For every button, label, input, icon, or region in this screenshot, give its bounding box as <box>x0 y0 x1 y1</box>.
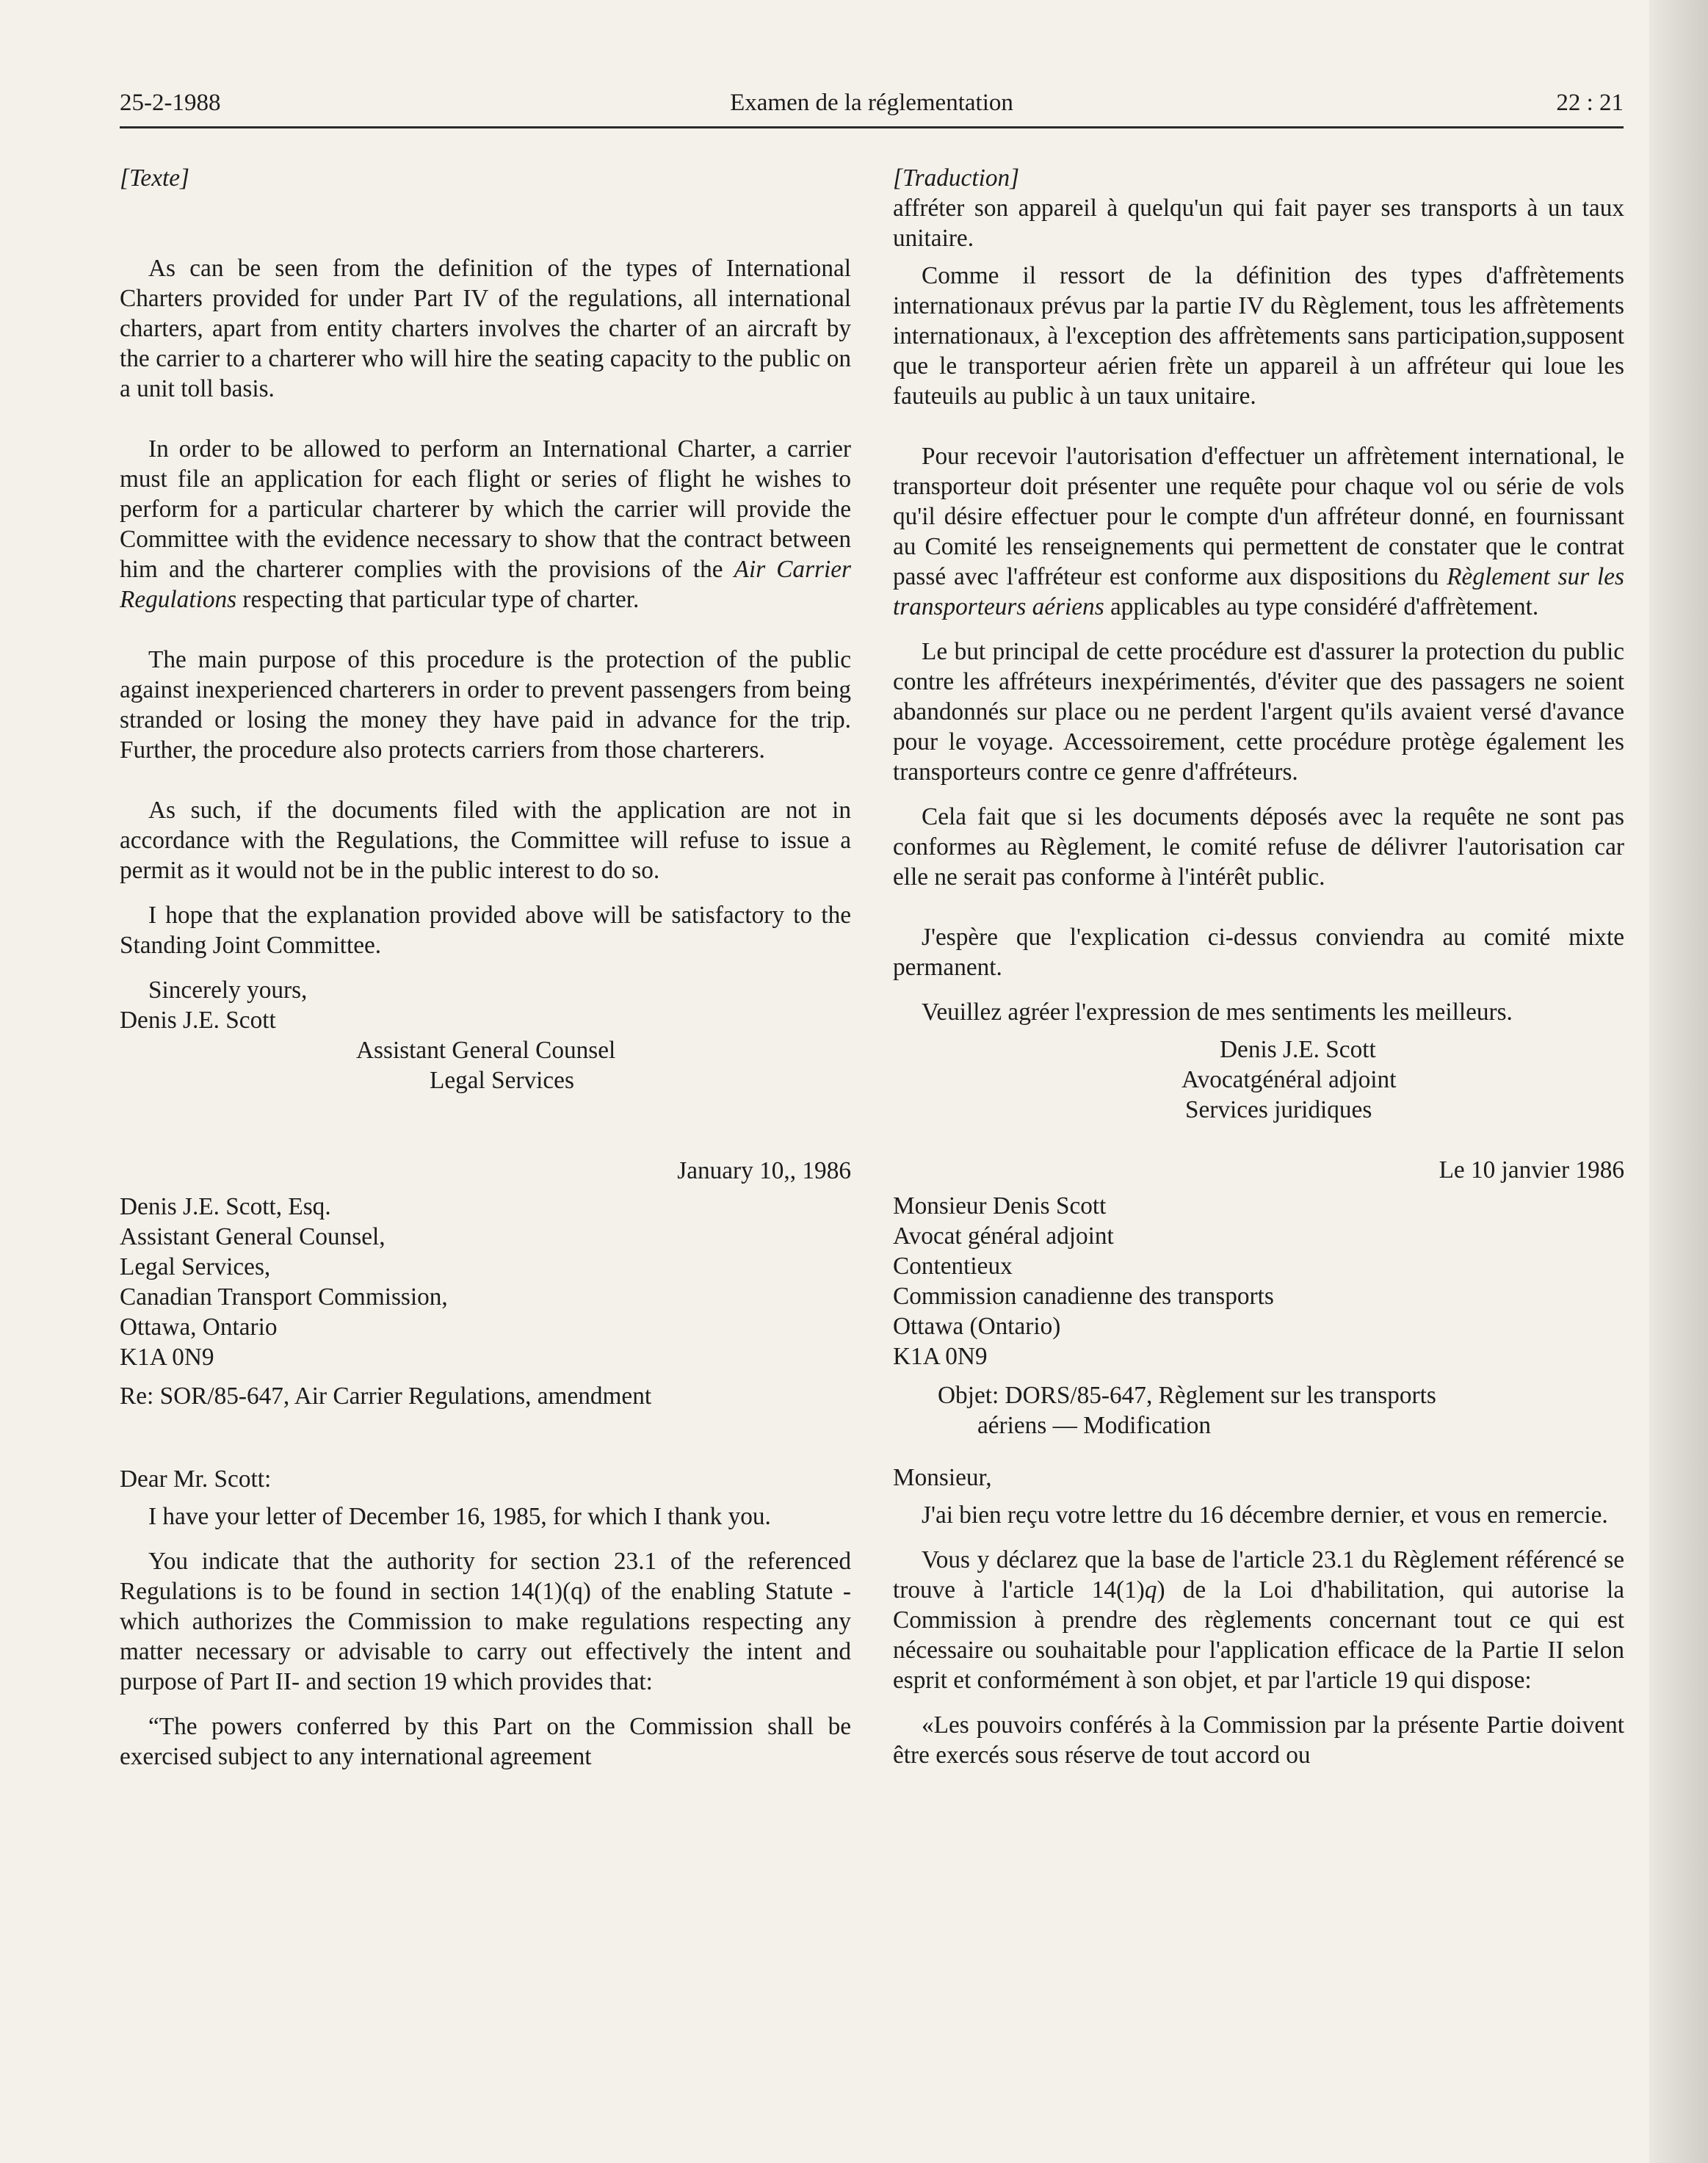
paragraph: I hope that the explanation provided above will be satisfactory to the Standing Joint Committee. <box>120 902 851 959</box>
paragraph: Comme il ressort de la définition des types d'affrètements internationaux prévus par la partie IV du Règlement, tous les affrètements internationaux, à l'exception des affrètements sans participation,supposent que le transporteur aérien frète un appareil à un affréteur qui loue les fauteuils au public à un taux unitaire. <box>893 262 1624 410</box>
english-column <box>120 163 851 1772</box>
subject-line-continued: aériens — Modification <box>977 1412 1212 1439</box>
paragraph: J'espère que l'explication ci-dessus conviendra au comité mixte permanent. <box>893 924 1624 981</box>
signature-name: Denis J.E. Scott <box>1220 1036 1376 1063</box>
paragraph: As can be seen from the definition of the types of International Charters provided for under Part IV of the regulations, all international charters, apart from entity charters involves the charter of an aircraft by the carrier to a charterer who will hire the seating capacity to the public on a unit toll basis. <box>120 255 851 402</box>
address-line: Commission canadienne des transports <box>893 1283 1274 1310</box>
address-line: K1A 0N9 <box>893 1343 988 1370</box>
paragraph: affréter son appareil à quelqu'un qui fait payer ses transports à un taux unitaire. <box>893 195 1624 252</box>
paragraph: I have your letter of December 16, 1985, for which I thank you. <box>148 1503 771 1530</box>
closing: Veuillez agréer l'expression de mes sentiments les meilleurs. <box>922 999 1513 1026</box>
subject-line: Re: SOR/85-647, Air Carrier Regulations, amendment <box>120 1383 652 1410</box>
signature-department: Legal Services <box>430 1067 574 1094</box>
subject-line: Objet: DORS/85-647, Règlement sur les transports <box>938 1382 1436 1409</box>
paragraph: Cela fait que si les documents déposés avec la requête ne sont pas conformes au Règlement, le comité refuse de délivrer l'autorisation car elle ne serait pas conforme à l'intérêt public. <box>893 803 1624 891</box>
header-title: Examen de la réglementation <box>730 90 1013 116</box>
address-line: Assistant General Counsel, <box>120 1223 386 1250</box>
salutation: Monsieur, <box>893 1464 992 1491</box>
signature-title: Assistant General Counsel <box>356 1037 616 1064</box>
running-header <box>120 87 1624 128</box>
address-block <box>120 1192 851 1372</box>
letter-date: Le 10 janvier 1986 <box>1439 1156 1624 1184</box>
quotation: “The powers conferred by this Part on the Commission shall be exercised subject to any international agreement <box>120 1713 851 1770</box>
paragraph: In order to be allowed to perform an International Charter, a carrier must file an application for each flight or series of flight he wishes to perform for a particular charterer by which the carrier will provide the Committee with the evidence necessary to show that the contract between him and the charterer complies with the provisions of the Air Carrier Regulations respecting that particular type of charter. <box>120 435 851 613</box>
address-block <box>893 1191 1624 1372</box>
page-edge-shadow <box>1649 0 1708 2163</box>
address-line: Monsieur Denis Scott <box>893 1192 1107 1220</box>
address-line: Legal Services, <box>120 1253 271 1280</box>
paragraph: Pour recevoir l'autorisation d'effectuer un affrètement international, le transporteur doit présenter une requête pour chaque vol ou série de vols qu'il désire effectuer pour le compte d'un affréteur donné, en fournissant au Comité les renseignements qui permettent de constater que le contrat passé avec l'affréteur est conforme aux dispositions du Règlement sur les transporteurs aériens applicables au type considéré d'affrètement. <box>893 443 1624 620</box>
column-label: [Texte] <box>120 164 189 192</box>
quotation: «Les pouvoirs conférés à la Commission par la présente Partie doivent être exercés sous réserve de tout accord ou <box>893 1711 1624 1769</box>
address-line: Avocat général adjoint <box>893 1222 1114 1250</box>
letter-date: January 10,, 1986 <box>677 1157 851 1184</box>
paragraph: The main purpose of this procedure is the protection of the public against inexperienced charterers in order to prevent passengers from being stranded or losing the money they have paid in advance for the trip. Further, the procedure also protects carriers from those charterers. <box>120 646 851 764</box>
signature-title: Avocatgénéral adjoint <box>1182 1066 1397 1093</box>
paragraph: As such, if the documents filed with the application are not in accordance with the Regulations, the Committee will refuse to issue a permit as it would not be in the public interest to do so. <box>120 797 851 884</box>
french-column <box>893 163 1624 1770</box>
paragraph: You indicate that the authority for section 23.1 of the referenced Regulations is to be found in section 14(1)(q) of the enabling Statute -which authorizes the Commission to make regulations respecting any matter necessary or advisable to carry out effectively the intent and purpose of Part II- and section 19 which provides that: <box>120 1548 851 1695</box>
address-line: Canadian Transport Commission, <box>120 1283 448 1311</box>
address-line: Ottawa (Ontario) <box>893 1313 1061 1340</box>
address-line: K1A 0N9 <box>120 1344 214 1371</box>
address-line: Ottawa, Ontario <box>120 1314 278 1341</box>
column-label: [Traduction] <box>893 164 1020 192</box>
header-date: 25-2-1988 <box>120 90 221 116</box>
paragraph: J'ai bien reçu votre lettre du 16 décembre dernier, et vous en remercie. <box>922 1501 1608 1529</box>
address-line: Contentieux <box>893 1253 1013 1280</box>
paragraph: Vous y déclarez que la base de l'article 23.1 du Règlement référencé se trouve à l'article 14(1)q) de la Loi d'habilitation, qui autorise la Commission à prendre des règlements concernant tout ce qui est nécessaire ou souhaitable pour l'application efficace de la Partie II selon esprit et conformément à son objet, et par l'article 19 qui dispose: <box>893 1546 1624 1694</box>
closing: Sincerely yours, <box>148 977 308 1004</box>
address-line: Denis J.E. Scott, Esq. <box>120 1193 331 1220</box>
signature-department: Services juridiques <box>1185 1096 1372 1123</box>
salutation: Dear Mr. Scott: <box>120 1465 272 1493</box>
paragraph: Le but principal de cette procédure est d'assurer la protection du public contre les affréteurs inexpérimentés, d'éviter que des passagers ne soient abandonnés sur place ou ne perdent l'argent qu'ils avaient versé d'avance pour le voyage. Accessoirement, cette procédure protège également les transporteurs contre ce genre d'affréteurs. <box>893 638 1624 786</box>
signature-name: Denis J.E. Scott <box>120 1007 276 1034</box>
header-page-number: 22 : 21 <box>1556 90 1624 116</box>
